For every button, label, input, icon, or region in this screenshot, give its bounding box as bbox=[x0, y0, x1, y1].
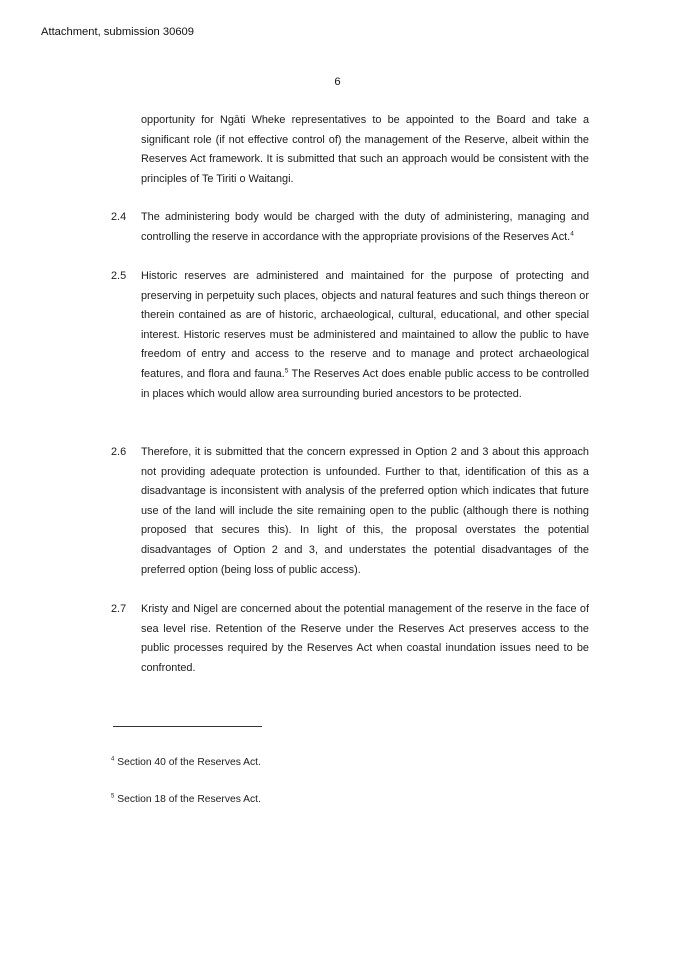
footnote-separator bbox=[113, 726, 262, 727]
paragraph-number: 2.5 bbox=[111, 270, 127, 282]
paragraph-text-continued: The Reserves Act does enable public access to be controlled in places which would allow area surrounding buried ancestors to be protected. bbox=[141, 367, 589, 400]
attachment-header: Attachment, submission 30609 bbox=[41, 26, 194, 38]
footnote-marker: 5 bbox=[111, 793, 115, 800]
paragraph-body bbox=[141, 443, 589, 580]
footnote-marker: 4 bbox=[111, 756, 115, 763]
paragraph-body bbox=[141, 600, 589, 678]
paragraph-body bbox=[141, 208, 589, 247]
paragraph-text: opportunity for Ngāti Wheke representatives to be appointed to the Board and take a significant role (if not effective control of) the management of the Reserve, albeit within the Reserves Act framework. It is submitted that such an approach would be consistent with the principles of Te Tiriti o Waitangi. bbox=[141, 114, 589, 185]
paragraph-text: The administering body would be charged with the duty of administering, managing and controlling the reserve in accordance with the appropriate provisions of the Reserves Act. bbox=[141, 211, 589, 243]
paragraph-text: Kristy and Nigel are concerned about the potential management of the reserve in the face of sea level rise. Retention of the Reserve under the Reserves Act preserves access to the public processes required by the Reserves Act when coastal inundation issues need to be confronted. bbox=[141, 603, 589, 674]
footnote-text: Section 18 of the Reserves Act. bbox=[117, 794, 261, 805]
paragraph-number: 2.6 bbox=[111, 446, 127, 458]
paragraph-number: 2.4 bbox=[111, 211, 127, 223]
footnote-5 bbox=[111, 794, 261, 805]
footnote-reference[interactable]: 5 bbox=[284, 367, 289, 375]
footnote-4 bbox=[111, 757, 261, 768]
page-number: 6 bbox=[334, 76, 341, 88]
footnote-text: Section 40 of the Reserves Act. bbox=[117, 757, 261, 768]
paragraph-text: Therefore, it is submitted that the concern expressed in Option 2 and 3 about this approach not providing adequate protection is unfounded. Further to that, identification of this as a disadvantage is inconsistent with analysis of the preferred option which indicates that future use of the land will include the site remaining open to the public (although there is nothing proposed that secures this). In light of this, the proposal overstates the potential disadvantages of Option 2 and 3, and understates the potential disadvantages of the preferred option (being loss of public access). bbox=[141, 446, 589, 576]
paragraph-body bbox=[141, 111, 589, 189]
paragraph-number: 2.7 bbox=[111, 603, 127, 615]
paragraph-text: Historic reserves are administered and maintained for the purpose of protecting and preserving in perpetuity such places, objects and natural features and such things thereon or therein contained as are of historic, archaeological, cultural, educational, and other special interest. Historic reserves must be administered and maintained to allow the public to have freedom of entry and access to the reserve and to manage and protect archaeological features, and flora and fauna. bbox=[141, 270, 589, 380]
paragraph-body bbox=[141, 267, 589, 404]
footnote-reference[interactable]: 4 bbox=[570, 229, 574, 237]
